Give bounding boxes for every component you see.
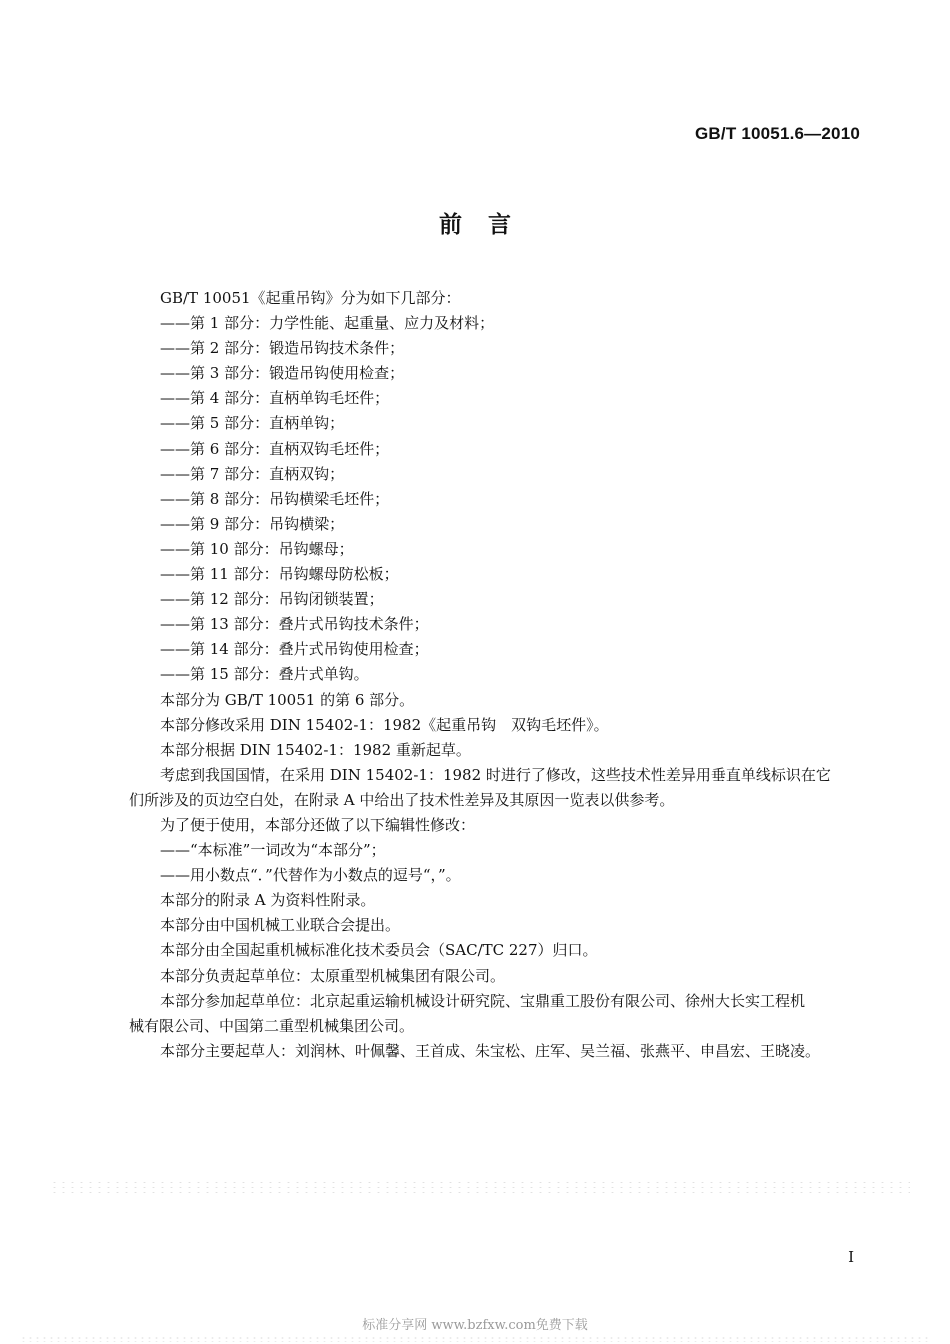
list-item: ——第 12 部分：吊钩闭锁装置； bbox=[160, 590, 384, 609]
page-title: 前言 bbox=[439, 212, 537, 238]
list-item: ——第 9 部分：吊钩横梁； bbox=[160, 514, 345, 533]
adoption-statement: 本部分修改采用 DIN 15402-1：1982《起重吊钩 双钩毛坯件》。 bbox=[160, 715, 609, 734]
participants-line-1: 本部分参加起草单位：北京起重运输机械设计研究院、宝鼎重工股份有限公司、徐州大长实工程机 bbox=[160, 991, 806, 1010]
list-item: ——第 15 部分：叠片式单钩。 bbox=[160, 665, 369, 684]
list-item: ——第 5 部分：直柄单钩； bbox=[160, 414, 345, 433]
differences-line-2: 们所涉及的页边空白处，在附录 A 中给出了技术性差异及其原因一览表以供参考。 bbox=[129, 790, 675, 809]
watermark: 标准分享网 www.bzfxw.com免费下载 bbox=[362, 1318, 588, 1333]
editorial-item: ——“本标准”一词改为“本部分”； bbox=[160, 841, 386, 860]
list-item: ——第 2 部分：锻造吊钩技术条件； bbox=[160, 339, 405, 358]
scan-noise-bottom bbox=[20, 1336, 930, 1342]
list-item: ——第 6 部分：直柄双钩毛坯件； bbox=[160, 439, 390, 458]
centralized-statement: 本部分由全国起重机械标准化技术委员会（SAC/TC 227）归口。 bbox=[160, 941, 598, 960]
redraft-statement: 本部分根据 DIN 15402-1：1982 重新起草。 bbox=[160, 740, 471, 759]
scan-noise bbox=[50, 1180, 910, 1194]
responsible-statement: 本部分负责起草单位：太原重型机械集团有限公司。 bbox=[160, 966, 506, 985]
list-item: ——第 10 部分：吊钩螺母； bbox=[160, 539, 354, 558]
differences-line-1: 考虑到我国国情，在采用 DIN 15402-1：1982 时进行了修改，这些技术性差异用垂直单线标识在它 bbox=[160, 765, 831, 784]
list-item: ——第 13 部分：叠片式吊钩技术条件； bbox=[160, 615, 429, 634]
document-body bbox=[129, 286, 860, 1064]
list-item: ——第 4 部分：直柄单钩毛坯件； bbox=[160, 389, 390, 408]
annex-statement: 本部分的附录 A 为资料性附录。 bbox=[160, 891, 376, 910]
parts-list bbox=[160, 311, 860, 687]
editorial-item: ——用小数点“．”代替作为小数点的逗号“，”。 bbox=[160, 866, 461, 885]
list-item: ——第 1 部分：力学性能、起重量、应力及材料； bbox=[160, 314, 495, 333]
list-item: ——第 11 部分：吊钩螺母防松板； bbox=[160, 565, 399, 584]
participants-line-2: 械有限公司、中国第二重型机械集团公司。 bbox=[129, 1016, 415, 1035]
list-item: ——第 14 部分：叠片式吊钩使用检查； bbox=[160, 640, 429, 659]
page-number: I bbox=[848, 1248, 854, 1266]
intro-line: GB/T 10051《起重吊钩》分为如下几部分： bbox=[160, 289, 461, 307]
part-of-statement: 本部分为 GB/T 10051 的第 6 部分。 bbox=[160, 690, 415, 709]
list-item: ——第 3 部分：锻造吊钩使用检查； bbox=[160, 364, 405, 383]
list-item: ——第 7 部分：直柄双钩； bbox=[160, 464, 345, 483]
editorial-intro: 为了便于使用，本部分还做了以下编辑性修改： bbox=[160, 815, 476, 834]
standard-number: GB/T 10051.6—2010 bbox=[695, 124, 860, 143]
proposed-statement: 本部分由中国机械工业联合会提出。 bbox=[160, 916, 401, 935]
drafters-statement: 本部分主要起草人：刘润林、叶佩馨、王首成、朱宝松、庄军、吴兰福、张燕平、申昌宏、王晓凌。 bbox=[160, 1041, 821, 1060]
list-item: ——第 8 部分：吊钩横梁毛坯件； bbox=[160, 489, 390, 508]
